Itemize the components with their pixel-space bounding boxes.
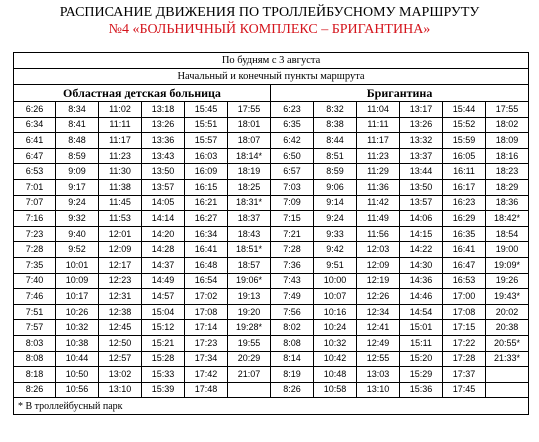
time-cell: 17:08: [443, 304, 486, 320]
time-cell: 17:42: [185, 367, 228, 383]
time-cell: 11:56: [357, 226, 400, 242]
time-cell: 16:27: [185, 211, 228, 227]
time-cell: 11:49: [357, 211, 400, 227]
time-cell: 8:59: [56, 148, 99, 164]
time-cell: 15:44: [443, 102, 486, 118]
time-cell: 17:08: [185, 304, 228, 320]
time-cell: 13:50: [142, 164, 185, 180]
time-cell: 18:19: [228, 164, 271, 180]
time-cell: 7:28: [271, 242, 314, 258]
table-row: [14, 133, 529, 149]
time-cell: 18:57: [228, 257, 271, 273]
time-cell: 7:40: [14, 273, 56, 289]
table-row: [14, 226, 529, 242]
time-cell: 16:54: [185, 273, 228, 289]
table-row: [14, 273, 529, 289]
time-cell: 7:46: [14, 289, 56, 305]
time-cell: 9:09: [56, 164, 99, 180]
time-cell: 18:01: [228, 117, 271, 133]
time-cell: 18:16: [486, 148, 529, 164]
time-cell: 12:55: [357, 351, 400, 367]
time-cell: 7:09: [271, 195, 314, 211]
footnote: * В троллейбусный парк: [14, 398, 529, 415]
table-row: [14, 195, 529, 211]
time-cell: 11:45: [99, 195, 142, 211]
time-cell: 11:11: [357, 117, 400, 133]
time-cell: 19:26: [486, 273, 529, 289]
time-cell: 10:32: [56, 320, 99, 336]
time-cell: 11:38: [99, 179, 142, 195]
time-cell: 18:54: [486, 226, 529, 242]
time-cell: 18:51*: [228, 242, 271, 258]
time-cell: 6:41: [14, 133, 56, 149]
time-cell: 18:43: [228, 226, 271, 242]
time-cell: 18:29: [486, 179, 529, 195]
time-cell: 7:15: [271, 211, 314, 227]
time-cell: 10:56: [56, 382, 99, 398]
time-cell: 17:15: [443, 320, 486, 336]
time-cell: 7:28: [14, 242, 56, 258]
time-cell: 7:01: [14, 179, 56, 195]
time-cell: [228, 382, 271, 398]
time-cell: 10:48: [314, 367, 357, 383]
time-cell: 19:43*: [486, 289, 529, 305]
time-cell: 16:48: [185, 257, 228, 273]
time-cell: 11:23: [357, 148, 400, 164]
time-cell: 15:20: [400, 351, 443, 367]
time-cell: 18:42*: [486, 211, 529, 227]
time-cell: 7:23: [14, 226, 56, 242]
time-cell: 8:38: [314, 117, 357, 133]
time-cell: 6:26: [14, 102, 56, 118]
time-cell: 13:57: [142, 179, 185, 195]
time-cell: 16:35: [443, 226, 486, 242]
time-cell: 7:16: [14, 211, 56, 227]
time-cell: 16:53: [443, 273, 486, 289]
time-cell: 7:35: [14, 257, 56, 273]
time-cell: 15:57: [185, 133, 228, 149]
time-cell: 17:37: [443, 367, 486, 383]
time-cell: 9:51: [314, 257, 357, 273]
time-cell: 10:17: [56, 289, 99, 305]
time-cell: 7:21: [271, 226, 314, 242]
time-cell: 14:30: [400, 257, 443, 273]
time-cell: 17:48: [185, 382, 228, 398]
time-cell: 17:22: [443, 335, 486, 351]
table-row: [14, 382, 529, 398]
time-cell: 13:36: [142, 133, 185, 149]
time-cell: 12:03: [357, 242, 400, 258]
time-cell: 15:52: [443, 117, 486, 133]
time-cell: 9:42: [314, 242, 357, 258]
time-cell: [486, 367, 529, 383]
time-cell: 17:55: [228, 102, 271, 118]
time-cell: 11:53: [99, 211, 142, 227]
time-cell: 18:37: [228, 211, 271, 227]
time-cell: 13:50: [400, 179, 443, 195]
time-cell: 12:01: [99, 226, 142, 242]
time-cell: 17:00: [443, 289, 486, 305]
time-cell: 13:10: [357, 382, 400, 398]
time-cell: 12:50: [99, 335, 142, 351]
table-row: [14, 289, 529, 305]
time-cell: 9:24: [314, 211, 357, 227]
time-cell: 18:14*: [228, 148, 271, 164]
time-cell: 13:32: [400, 133, 443, 149]
table-row: [14, 102, 529, 118]
time-cell: 6:34: [14, 117, 56, 133]
time-cell: 15:29: [400, 367, 443, 383]
time-cell: 7:07: [14, 195, 56, 211]
time-cell: 10:38: [56, 335, 99, 351]
time-cell: 12:45: [99, 320, 142, 336]
time-cell: 8:48: [56, 133, 99, 149]
time-cell: 9:33: [314, 226, 357, 242]
time-cell: 9:52: [56, 242, 99, 258]
time-cell: 9:06: [314, 179, 357, 195]
time-cell: 6:35: [271, 117, 314, 133]
schedule-title: РАСПИСАНИЕ ДВИЖЕНИЯ ПО ТРОЛЛЕЙБУСНОМУ МАРШРУТУ: [59, 5, 480, 20]
time-cell: 16:11: [443, 164, 486, 180]
time-cell: 6:23: [271, 102, 314, 118]
time-cell: 13:44: [400, 164, 443, 180]
time-cell: 13:37: [400, 148, 443, 164]
time-cell: 12:38: [99, 304, 142, 320]
stop-left-header: Областная детская больница: [14, 85, 271, 102]
time-cell: 16:05: [443, 148, 486, 164]
time-cell: 8:08: [14, 351, 56, 367]
table-row: [14, 179, 529, 195]
time-cell: 19:13: [228, 289, 271, 305]
time-cell: 17:34: [185, 351, 228, 367]
time-cell: 12:57: [99, 351, 142, 367]
time-cell: 15:21: [142, 335, 185, 351]
time-cell: 15:51: [185, 117, 228, 133]
time-cell: 14:15: [400, 226, 443, 242]
time-cell: 16:17: [443, 179, 486, 195]
table-row: [14, 304, 529, 320]
time-cell: 12:17: [99, 257, 142, 273]
time-cell: 10:16: [314, 304, 357, 320]
time-cell: 11:04: [357, 102, 400, 118]
time-cell: 10:58: [314, 382, 357, 398]
table-row: [14, 320, 529, 336]
time-cell: 8:26: [271, 382, 314, 398]
time-cell: 12:41: [357, 320, 400, 336]
table-row: [14, 367, 529, 383]
time-cell: 16:41: [185, 242, 228, 258]
table-row: [14, 164, 529, 180]
table-row: [14, 117, 529, 133]
time-cell: 15:04: [142, 304, 185, 320]
time-cell: 7:03: [271, 179, 314, 195]
time-cell: 8:59: [314, 164, 357, 180]
time-cell: 14:37: [142, 257, 185, 273]
table-row: [14, 257, 529, 273]
stop-right-header: Бригантина: [271, 85, 529, 102]
time-cell: 10:24: [314, 320, 357, 336]
time-cell: 12:09: [99, 242, 142, 258]
time-cell: 14:46: [400, 289, 443, 305]
time-cell: 7:57: [14, 320, 56, 336]
time-cell: 14:22: [400, 242, 443, 258]
time-cell: 12:34: [357, 304, 400, 320]
time-cell: 11:11: [99, 117, 142, 133]
time-cell: 10:32: [314, 335, 357, 351]
time-cell: 9:17: [56, 179, 99, 195]
time-cell: 10:07: [314, 289, 357, 305]
time-cell: 17:55: [486, 102, 529, 118]
time-cell: 15:36: [400, 382, 443, 398]
time-cell: 12:49: [357, 335, 400, 351]
time-cell: 19:09*: [486, 257, 529, 273]
time-cell: 17:28: [443, 351, 486, 367]
time-cell: 15:01: [400, 320, 443, 336]
time-cell: 16:47: [443, 257, 486, 273]
time-cell: 13:43: [142, 148, 185, 164]
time-cell: 13:26: [400, 117, 443, 133]
time-cell: 8:02: [271, 320, 314, 336]
time-cell: 13:17: [400, 102, 443, 118]
time-cell: 16:03: [185, 148, 228, 164]
time-cell: 16:29: [443, 211, 486, 227]
time-cell: 15:12: [142, 320, 185, 336]
time-cell: 9:24: [56, 195, 99, 211]
time-cell: 10:44: [56, 351, 99, 367]
time-cell: 12:26: [357, 289, 400, 305]
time-cell: 9:32: [56, 211, 99, 227]
time-cell: 7:51: [14, 304, 56, 320]
time-cell: 19:55: [228, 335, 271, 351]
time-cell: 10:42: [314, 351, 357, 367]
terminals-header: Начальный и конечный пункты маршрута: [14, 69, 529, 85]
time-cell: 7:56: [271, 304, 314, 320]
time-cell: 18:36: [486, 195, 529, 211]
time-cell: 8:26: [14, 382, 56, 398]
time-cell: 19:20: [228, 304, 271, 320]
time-cell: 19:06*: [228, 273, 271, 289]
time-cell: 7:49: [271, 289, 314, 305]
time-cell: 6:47: [14, 148, 56, 164]
time-cell: 8:08: [271, 335, 314, 351]
time-cell: 17:23: [185, 335, 228, 351]
time-cell: 12:09: [357, 257, 400, 273]
table-row: [14, 351, 529, 367]
time-cell: 8:18: [14, 367, 56, 383]
time-cell: 15:28: [142, 351, 185, 367]
time-cell: 8:14: [271, 351, 314, 367]
time-cell: 17:45: [443, 382, 486, 398]
table-row: [14, 335, 529, 351]
time-cell: 10:00: [314, 273, 357, 289]
time-cell: 8:19: [271, 367, 314, 383]
time-cell: 6:57: [271, 164, 314, 180]
time-cell: 14:54: [400, 304, 443, 320]
time-cell: 16:21: [185, 195, 228, 211]
time-cell: 10:50: [56, 367, 99, 383]
time-cell: 12:31: [99, 289, 142, 305]
time-cell: 10:26: [56, 304, 99, 320]
time-cell: 21:07: [228, 367, 271, 383]
time-cell: 6:50: [271, 148, 314, 164]
time-cell: 11:23: [99, 148, 142, 164]
time-cell: 11:30: [99, 164, 142, 180]
time-cell: 17:14: [185, 320, 228, 336]
time-cell: 16:41: [443, 242, 486, 258]
time-cell: 8:41: [56, 117, 99, 133]
table-row: [14, 148, 529, 164]
time-cell: 12:19: [357, 273, 400, 289]
time-cell: 8:44: [314, 133, 357, 149]
time-cell: 18:31*: [228, 195, 271, 211]
time-cell: 15:11: [400, 335, 443, 351]
time-cell: 8:03: [14, 335, 56, 351]
time-cell: 6:42: [271, 133, 314, 149]
time-cell: 8:51: [314, 148, 357, 164]
time-cell: 11:42: [357, 195, 400, 211]
time-cell: 15:45: [185, 102, 228, 118]
time-cell: 13:26: [142, 117, 185, 133]
time-cell: 16:34: [185, 226, 228, 242]
time-cell: 17:02: [185, 289, 228, 305]
time-cell: 13:10: [99, 382, 142, 398]
time-cell: 13:57: [400, 195, 443, 211]
time-cell: 14:49: [142, 273, 185, 289]
time-cell: 10:09: [56, 273, 99, 289]
time-cell: 20:38: [486, 320, 529, 336]
time-cell: 14:57: [142, 289, 185, 305]
time-cell: 7:36: [271, 257, 314, 273]
timetable: [13, 52, 529, 415]
time-cell: 18:02: [486, 117, 529, 133]
time-cell: 14:05: [142, 195, 185, 211]
time-cell: 18:23: [486, 164, 529, 180]
time-cell: 9:40: [56, 226, 99, 242]
time-cell: 11:29: [357, 164, 400, 180]
time-cell: 20:29: [228, 351, 271, 367]
time-cell: 16:09: [185, 164, 228, 180]
time-cell: 8:34: [56, 102, 99, 118]
time-cell: 21:33*: [486, 351, 529, 367]
time-cell: 12:23: [99, 273, 142, 289]
time-cell: [486, 382, 529, 398]
time-cell: 7:43: [271, 273, 314, 289]
time-cell: 14:14: [142, 211, 185, 227]
time-cell: 20:02: [486, 304, 529, 320]
time-cell: 18:07: [228, 133, 271, 149]
time-cell: 13:18: [142, 102, 185, 118]
time-cell: 15:59: [443, 133, 486, 149]
time-cell: 14:06: [400, 211, 443, 227]
time-cell: 10:01: [56, 257, 99, 273]
time-cell: 19:28*: [228, 320, 271, 336]
time-cell: 13:02: [99, 367, 142, 383]
table-row: [14, 242, 529, 258]
time-cell: 16:15: [185, 179, 228, 195]
time-cell: 13:03: [357, 367, 400, 383]
time-cell: 18:25: [228, 179, 271, 195]
time-cell: 14:36: [400, 273, 443, 289]
time-cell: 11:02: [99, 102, 142, 118]
time-cell: 9:14: [314, 195, 357, 211]
table-row: [14, 211, 529, 227]
time-cell: 8:32: [314, 102, 357, 118]
time-cell: 16:23: [443, 195, 486, 211]
time-cell: 11:36: [357, 179, 400, 195]
time-cell: 11:17: [357, 133, 400, 149]
period-header: По будням с 3 августа: [14, 53, 529, 69]
time-cell: 14:28: [142, 242, 185, 258]
time-cell: 20:55*: [486, 335, 529, 351]
time-cell: 15:39: [142, 382, 185, 398]
time-cell: 14:20: [142, 226, 185, 242]
time-cell: 18:09: [486, 133, 529, 149]
time-cell: 15:33: [142, 367, 185, 383]
route-title: №4 «БОЛЬНИЧНЫЙ КОМПЛЕКС – БРИГАНТИНА»: [108, 22, 431, 37]
time-cell: 6:53: [14, 164, 56, 180]
time-cell: 11:17: [99, 133, 142, 149]
time-cell: 19:00: [486, 242, 529, 258]
